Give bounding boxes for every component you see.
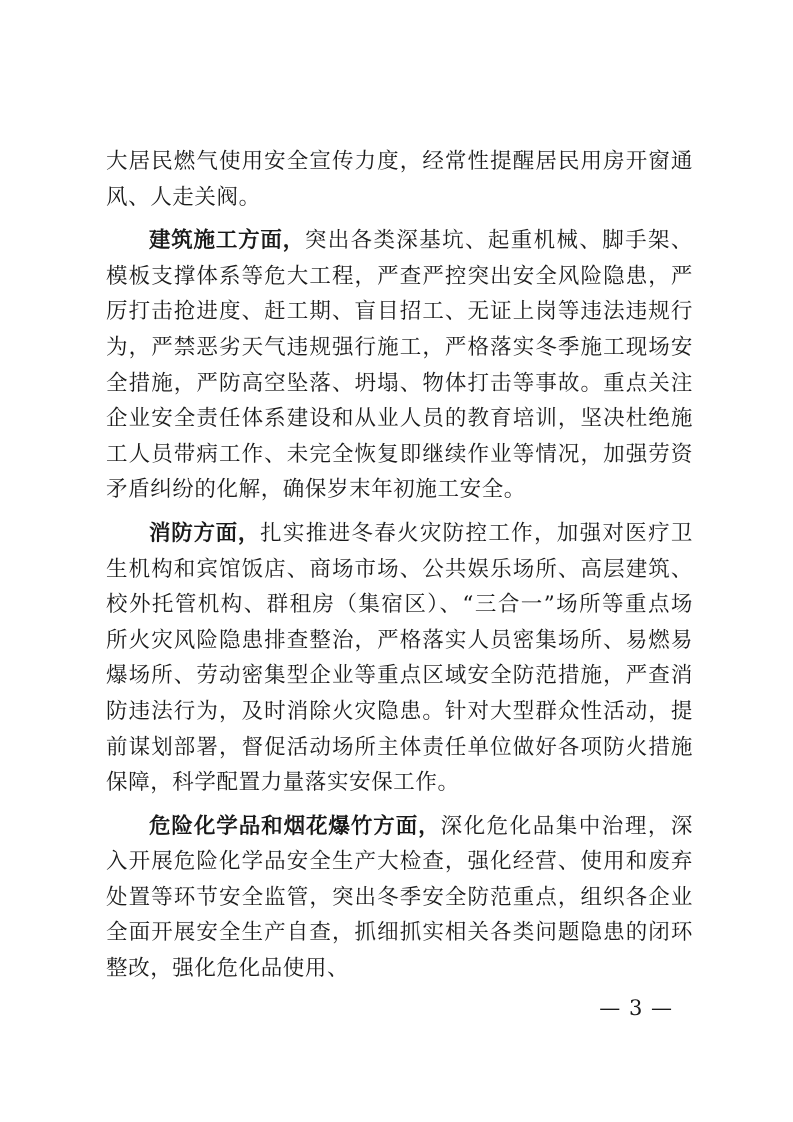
paragraph-text: 突出各类深基坑、起重机械、脚手架、模板支撑体系等危大工程，严查严控突出安全风险隐患，严厉打击抢进度、赶工期、盲目招工、无证上岗等违法违规行为，严禁恶劣天气违规强行施工，严格落实冬季施工现场安全措施，严防高空坠落、坍塌、物体打击等事故。重点关注企业安全责任体系建设和从业人员的教育培训，坚决杜绝施工人员带病工作、未完全恢复即继续作业等情况，加强劳资矛盾纠纷的化解，确保岁末年初施工安全。 [106, 228, 693, 503]
paragraph-construction [106, 223, 693, 508]
paragraph-text: 深化危化品集中治理，深入开展危险化学品安全生产大检查，强化经营、使用和废弃处置等环节安全监管，突出冬季安全防范重点，组织各企业全面开展安全生产自查，抓细抓实相关各类问题隐患的闭环整改，强化危化品使用、 [106, 813, 693, 982]
paragraph-text: 扎实推进冬春火灾防控工作，加强对医疗卫生机构和宾馆饭店、商场市场、公共娱乐场所、高层建筑、校外托管机构、群租房（集宿区）、“三合一”场所等重点场所火灾风险隐患排查整治，严格落实人员密集场所、易燃易爆场所、劳动密集型企业等重点区域安全防范措施，严查消防违法行为，及时消除火灾隐患。针对大型群众性活动，提前谋划部署，督促活动场所主体责任单位做好各项防火措施保障，科学配置力量落实安保工作。 [106, 520, 693, 796]
paragraph-hazardous-chemicals [106, 809, 693, 987]
section-heading-fire-protection: 消防方面， [149, 520, 261, 546]
paragraph-gas-safety [106, 144, 693, 215]
paragraph-text: 大居民燃气使用安全宣传力度，经常性提醒居民用房开窗通风、人走关阀。 [106, 149, 693, 210]
section-heading-construction: 建筑施工方面， [149, 228, 305, 254]
section-heading-hazardous-chemicals: 危险化学品和烟花爆竹方面， [149, 813, 441, 839]
page-number: — 3 — [599, 996, 673, 1020]
paragraph-fire-protection [106, 516, 693, 801]
